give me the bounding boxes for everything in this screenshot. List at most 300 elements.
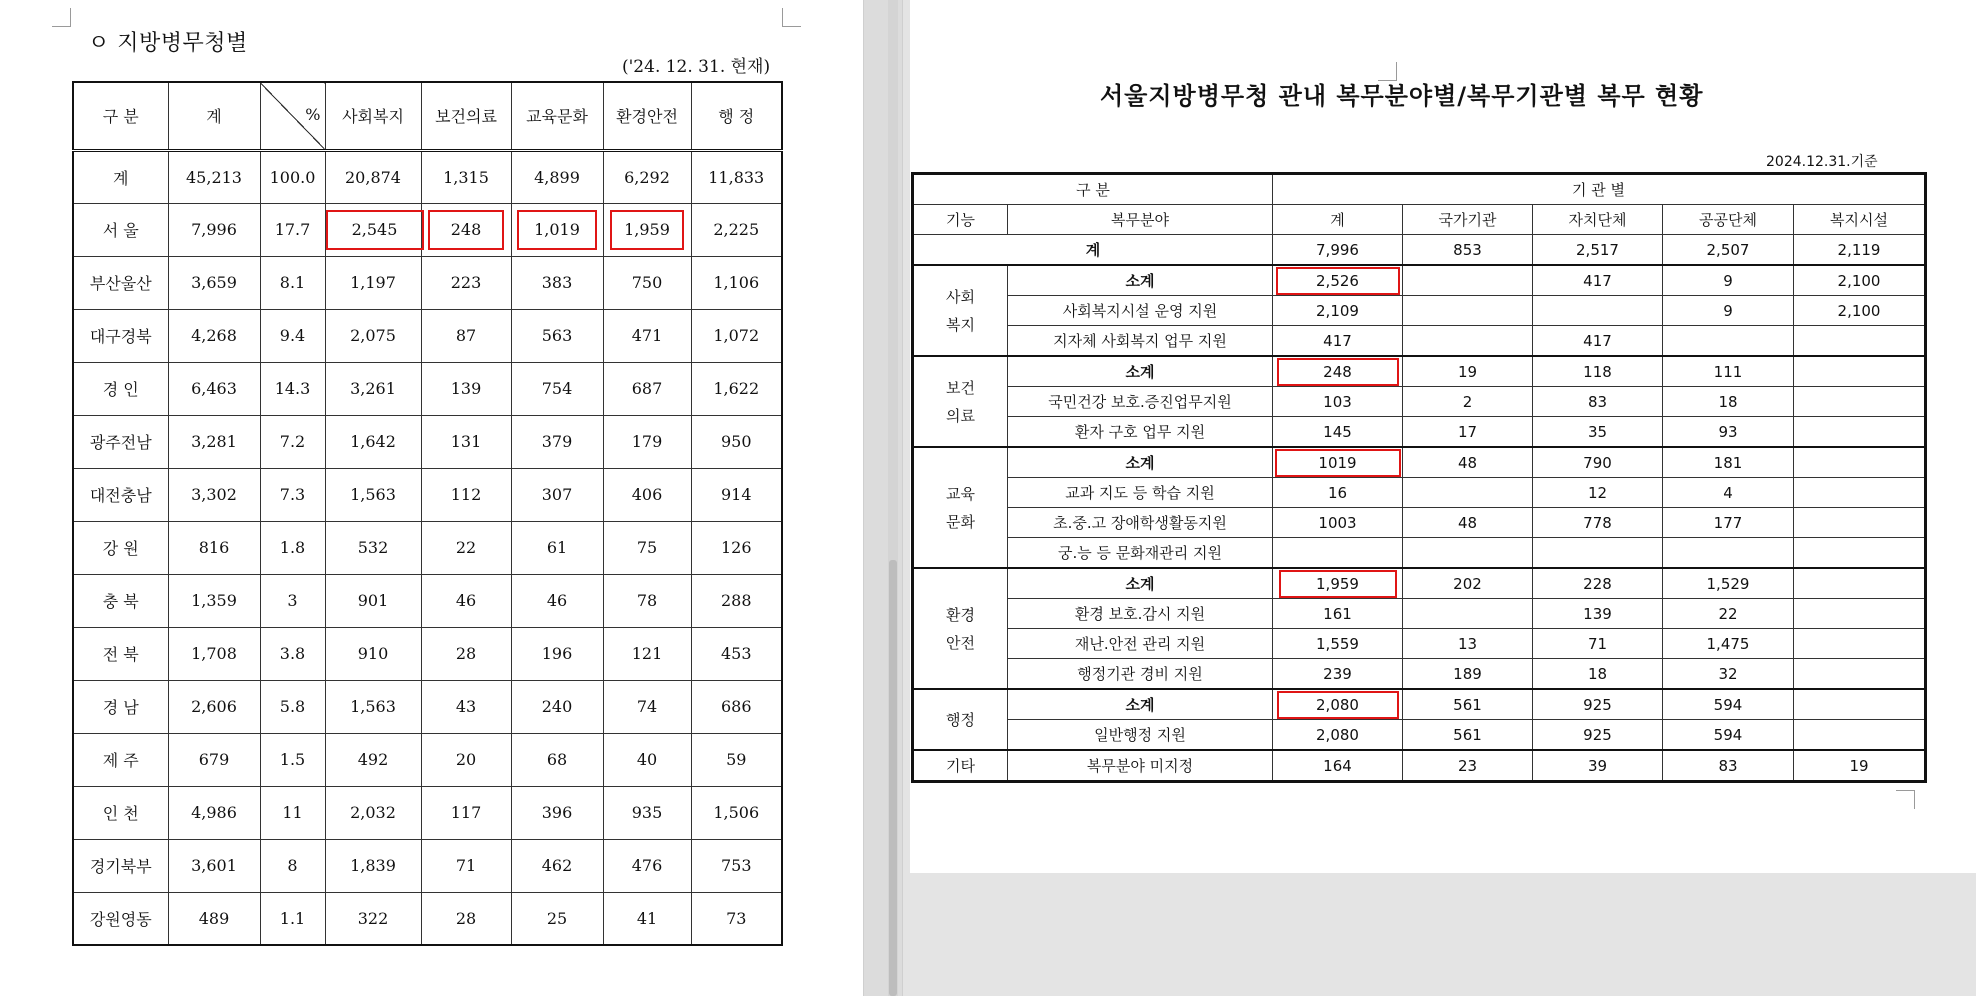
table-row (913, 568, 1926, 599)
highlight-box: 1019 (1275, 449, 1401, 477)
table-cell: 563 (511, 309, 603, 362)
table-cell: 1,563 (325, 680, 421, 733)
header-national: 국가기관 (1403, 205, 1533, 235)
table-cell: 2,606 (168, 680, 260, 733)
table-cell: 1003 (1273, 508, 1403, 538)
table-cell: 25 (511, 892, 603, 945)
table-cell (1403, 265, 1533, 296)
table-cell: 112 (421, 468, 511, 521)
table-cell: 2,080 (1273, 720, 1403, 751)
table-cell: 83 (1663, 750, 1794, 782)
table-cell: 322 (325, 892, 421, 945)
table-cell: 28 (421, 627, 511, 680)
table-cell (1794, 538, 1926, 569)
table-cell: 2,075 (325, 309, 421, 362)
table-cell: 87 (421, 309, 511, 362)
table-cell: 13 (1403, 629, 1533, 659)
table-cell: 17 (1403, 417, 1533, 448)
table-row (913, 478, 1926, 508)
table-cell: 7,996 (168, 203, 260, 256)
table-row (913, 447, 1926, 478)
table-cell: 594 (1663, 720, 1794, 751)
table-cell: 1,197 (325, 256, 421, 309)
table-cell: 462 (511, 839, 603, 892)
table-cell: 35 (1533, 417, 1663, 448)
table-cell (1403, 326, 1533, 357)
table-cell: 1,563 (325, 468, 421, 521)
table-cell: 43 (421, 680, 511, 733)
table-row (73, 415, 782, 468)
table-cell (325, 203, 421, 256)
group-label: 환경 안전 (913, 568, 1008, 689)
table-cell (1273, 689, 1403, 720)
table-cell: 3.8 (260, 627, 325, 680)
table-cell: 4,268 (168, 309, 260, 362)
header-health: 보건의료 (421, 82, 511, 150)
table-cell: 925 (1533, 689, 1663, 720)
table-cell: 강원영동 (73, 892, 168, 945)
table-cell: 광주전남 (73, 415, 168, 468)
table-cell: 74 (603, 680, 691, 733)
table-cell: 753 (691, 839, 782, 892)
table-cell: 1,839 (325, 839, 421, 892)
header-division: 구 분 (73, 82, 168, 150)
header-social: 사회복지 (325, 82, 421, 150)
group-label: 보건 의료 (913, 356, 1008, 447)
table-cell: 16 (1273, 478, 1403, 508)
table-cell: 45,213 (168, 150, 260, 203)
table-cell: 61 (511, 521, 603, 574)
table-cell: 소계 (1008, 356, 1273, 387)
group-label: 사회 복지 (913, 265, 1008, 356)
table-cell (1794, 568, 1926, 599)
table-cell: 1,072 (691, 309, 782, 362)
table-cell: 59 (691, 733, 782, 786)
table-cell: 73 (691, 892, 782, 945)
right-date-note: 2024.12.31.기준 (1766, 154, 1878, 170)
table-cell: 1.5 (260, 733, 325, 786)
table-cell: 초.중.고 장애학생활동지원 (1008, 508, 1273, 538)
table-cell: 1,359 (168, 574, 260, 627)
table-cell: 계 (73, 150, 168, 203)
table-cell: 9 (1663, 265, 1794, 296)
table-cell: 40 (603, 733, 691, 786)
table-cell (1794, 508, 1926, 538)
table-cell (1663, 326, 1794, 357)
table-cell: 687 (603, 362, 691, 415)
regional-office-table (72, 81, 783, 946)
table-cell: 3,281 (168, 415, 260, 468)
table-cell: 406 (603, 468, 691, 521)
table-cell: 제 주 (73, 733, 168, 786)
table-row (73, 892, 782, 945)
header-admin: 행 정 (691, 82, 782, 150)
grand-total-row (913, 235, 1926, 266)
table-cell: 46 (511, 574, 603, 627)
group-label: 교육 문화 (913, 447, 1008, 568)
table-cell: 경기북부 (73, 839, 168, 892)
table-cell: 19 (1794, 750, 1926, 782)
table-cell: 925 (1533, 720, 1663, 751)
table-cell: 117 (421, 786, 511, 839)
header-field: 복무분야 (1008, 205, 1273, 235)
header-welfare: 복지시설 (1794, 205, 1926, 235)
table-cell: 지자체 사회복지 업무 지원 (1008, 326, 1273, 357)
table-cell: 23 (1403, 750, 1533, 782)
highlight-box: 2,545 (326, 210, 424, 250)
table-cell: 417 (1533, 265, 1663, 296)
header-local: 자치단체 (1533, 205, 1663, 235)
highlight-box: 2,526 (1276, 267, 1400, 295)
highlight-box: 2,080 (1277, 691, 1399, 719)
table-cell: 6,292 (603, 150, 691, 203)
table-cell: 1,315 (421, 150, 511, 203)
table-cell (1533, 296, 1663, 326)
table-row (73, 680, 782, 733)
table-row (913, 689, 1926, 720)
table-cell: 2 (1403, 387, 1533, 417)
table-cell: 1,642 (325, 415, 421, 468)
table-cell: 489 (168, 892, 260, 945)
table-cell: 935 (603, 786, 691, 839)
table-cell: 679 (168, 733, 260, 786)
table-cell: 1,708 (168, 627, 260, 680)
table-cell: 전 북 (73, 627, 168, 680)
table-cell: 754 (511, 362, 603, 415)
table-cell: 778 (1533, 508, 1663, 538)
table-cell: 1.1 (260, 892, 325, 945)
group-label: 기타 (913, 750, 1008, 782)
header-education: 교육문화 (511, 82, 603, 150)
table-cell (1273, 447, 1403, 478)
header-total: 계 (1273, 205, 1403, 235)
table-cell: 71 (421, 839, 511, 892)
table-cell: 소계 (1008, 689, 1273, 720)
table-cell (1273, 568, 1403, 599)
table-cell: 2,109 (1273, 296, 1403, 326)
table-header-row (73, 82, 782, 150)
table-cell: 83 (1533, 387, 1663, 417)
table-cell: 11 (260, 786, 325, 839)
table-cell (1403, 296, 1533, 326)
table-cell: 68 (511, 733, 603, 786)
header-environment: 환경안전 (603, 82, 691, 150)
table-row (913, 629, 1926, 659)
table-cell: 3,659 (168, 256, 260, 309)
table-cell: 18 (1533, 659, 1663, 690)
table-header-row (913, 205, 1926, 235)
table-cell: 750 (603, 256, 691, 309)
right-title: 서울지방병무청 관내 복무분야별/복무기관별 복무 현황 (1100, 82, 1704, 110)
table-cell: 20 (421, 733, 511, 786)
table-cell: 853 (1403, 235, 1533, 266)
table-cell: 594 (1663, 689, 1794, 720)
table-cell: 8.1 (260, 256, 325, 309)
table-cell: 4,899 (511, 150, 603, 203)
table-cell (603, 203, 691, 256)
table-cell: 561 (1403, 720, 1533, 751)
table-cell: 121 (603, 627, 691, 680)
table-cell: 17.7 (260, 203, 325, 256)
table-row (913, 265, 1926, 296)
table-row (73, 733, 782, 786)
table-cell: 재난.안전 관리 지원 (1008, 629, 1273, 659)
table-cell: 교과 지도 등 학습 지원 (1008, 478, 1273, 508)
header-division: 구 분 (913, 174, 1273, 205)
table-cell: 행정기관 경비 지원 (1008, 659, 1273, 690)
table-cell: 164 (1273, 750, 1403, 782)
table-cell: 소계 (1008, 447, 1273, 478)
table-cell: 240 (511, 680, 603, 733)
table-cell: 복무분야 미지정 (1008, 750, 1273, 782)
table-cell: 32 (1663, 659, 1794, 690)
table-cell: 161 (1273, 599, 1403, 629)
table-cell: 1,475 (1663, 629, 1794, 659)
table-cell: 476 (603, 839, 691, 892)
header-function: 기능 (913, 205, 1008, 235)
table-cell: 3,601 (168, 839, 260, 892)
table-cell: 41 (603, 892, 691, 945)
table-cell: 46 (421, 574, 511, 627)
table-cell: 궁.능 등 문화재관리 지원 (1008, 538, 1273, 569)
scrollbar-thumb[interactable] (889, 560, 897, 996)
table-cell: 1.8 (260, 521, 325, 574)
table-row (73, 309, 782, 362)
crop-mark (1896, 790, 1915, 809)
table-cell: 2,119 (1794, 235, 1926, 266)
header-by-agency: 기 관 별 (1273, 174, 1926, 205)
table-cell (1794, 659, 1926, 690)
header-public: 공공단체 (1663, 205, 1794, 235)
table-row (913, 356, 1926, 387)
table-cell: 93 (1663, 417, 1794, 448)
table-cell: 3,261 (325, 362, 421, 415)
table-cell (1273, 265, 1403, 296)
table-cell (1794, 478, 1926, 508)
table-cell: 202 (1403, 568, 1533, 599)
table-cell: 223 (421, 256, 511, 309)
table-cell: 부산울산 (73, 256, 168, 309)
table-cell: 131 (421, 415, 511, 468)
table-cell: 대전충남 (73, 468, 168, 521)
table-cell: 1,559 (1273, 629, 1403, 659)
table-cell: 1,529 (1663, 568, 1794, 599)
table-cell (1273, 356, 1403, 387)
table-row (73, 627, 782, 680)
table-cell: 2,100 (1794, 296, 1926, 326)
table-row (913, 326, 1926, 357)
table-cell: 686 (691, 680, 782, 733)
table-cell: 14.3 (260, 362, 325, 415)
table-cell: 950 (691, 415, 782, 468)
table-cell: 790 (1533, 447, 1663, 478)
table-cell: 2,507 (1663, 235, 1794, 266)
table-cell: 서 울 (73, 203, 168, 256)
header-percent: % (260, 82, 325, 150)
table-cell: 239 (1273, 659, 1403, 690)
table-cell: 1,106 (691, 256, 782, 309)
table-cell: 22 (1663, 599, 1794, 629)
table-row (73, 521, 782, 574)
table-cell: 417 (1533, 326, 1663, 357)
table-cell: 2,100 (1794, 265, 1926, 296)
table-cell: 환자 구호 업무 지원 (1008, 417, 1273, 448)
table-cell (1403, 599, 1533, 629)
table-cell (1403, 478, 1533, 508)
seoul-service-table (911, 172, 1927, 783)
table-cell: 7.3 (260, 468, 325, 521)
table-cell: 4 (1663, 478, 1794, 508)
table-cell: 경 인 (73, 362, 168, 415)
table-cell: 19 (1403, 356, 1533, 387)
table-cell: 532 (325, 521, 421, 574)
table-cell: 강 원 (73, 521, 168, 574)
table-cell (1794, 326, 1926, 357)
table-cell (1273, 538, 1403, 569)
table-cell: 경 남 (73, 680, 168, 733)
table-cell: 145 (1273, 417, 1403, 448)
highlight-box: 1,959 (1279, 570, 1397, 598)
table-cell (1794, 356, 1926, 387)
table-cell: 환경 보호.감시 지원 (1008, 599, 1273, 629)
table-cell: 379 (511, 415, 603, 468)
table-row (913, 387, 1926, 417)
table-cell: 139 (1533, 599, 1663, 629)
table-cell: 2,517 (1533, 235, 1663, 266)
table-cell: 103 (1273, 387, 1403, 417)
table-cell: 일반행정 지원 (1008, 720, 1273, 751)
table-cell: 48 (1403, 508, 1533, 538)
table-row (73, 150, 782, 203)
table-cell: 126 (691, 521, 782, 574)
table-cell: 816 (168, 521, 260, 574)
table-cell: 11,833 (691, 150, 782, 203)
table-cell (1403, 538, 1533, 569)
table-cell: 18 (1663, 387, 1794, 417)
table-cell: 189 (1403, 659, 1533, 690)
table-row (913, 750, 1926, 782)
table-cell: 9 (1663, 296, 1794, 326)
table-cell (511, 203, 603, 256)
table-cell: 2,225 (691, 203, 782, 256)
table-cell: 8 (260, 839, 325, 892)
table-cell: 78 (603, 574, 691, 627)
table-cell: 소계 (1008, 265, 1273, 296)
table-cell: 인 천 (73, 786, 168, 839)
table-cell: 910 (325, 627, 421, 680)
table-cell: 3,302 (168, 468, 260, 521)
table-cell (1794, 387, 1926, 417)
table-cell: 48 (1403, 447, 1533, 478)
table-row (913, 417, 1926, 448)
table-header-row (913, 174, 1926, 205)
table-cell: 2,032 (325, 786, 421, 839)
table-row (73, 256, 782, 309)
table-row (913, 659, 1926, 690)
table-cell (1794, 629, 1926, 659)
table-cell: 71 (1533, 629, 1663, 659)
group-label: 행정 (913, 689, 1008, 750)
table-cell: 20,874 (325, 150, 421, 203)
table-cell: 179 (603, 415, 691, 468)
left-heading: ㅇ 지방병무청별 (88, 31, 248, 56)
table-cell: 국민건강 보호.증진업무지원 (1008, 387, 1273, 417)
table-cell: 139 (421, 362, 511, 415)
table-cell: 383 (511, 256, 603, 309)
table-cell: 307 (511, 468, 603, 521)
table-row (73, 786, 782, 839)
table-cell (1663, 538, 1794, 569)
table-cell: 181 (1663, 447, 1794, 478)
table-cell: 417 (1273, 326, 1403, 357)
table-cell: 5.8 (260, 680, 325, 733)
crop-mark (52, 8, 71, 27)
table-cell: 7.2 (260, 415, 325, 468)
table-row (913, 538, 1926, 569)
table-cell (1794, 447, 1926, 478)
table-cell: 118 (1533, 356, 1663, 387)
table-cell: 100.0 (260, 150, 325, 203)
table-cell: 561 (1403, 689, 1533, 720)
table-cell: 계 (913, 235, 1273, 266)
table-cell: 대구경북 (73, 309, 168, 362)
table-cell (1533, 538, 1663, 569)
header-total: 계 (168, 82, 260, 150)
highlight-box: 248 (428, 210, 504, 250)
table-cell: 111 (1663, 356, 1794, 387)
table-cell: 288 (691, 574, 782, 627)
table-cell: 소계 (1008, 568, 1273, 599)
table-cell: 228 (1533, 568, 1663, 599)
table-cell: 1,506 (691, 786, 782, 839)
table-cell: 471 (603, 309, 691, 362)
highlight-box: 1,019 (517, 210, 597, 250)
table-row (913, 599, 1926, 629)
table-cell: 914 (691, 468, 782, 521)
table-cell: 492 (325, 733, 421, 786)
table-cell: 9.4 (260, 309, 325, 362)
table-cell: 3 (260, 574, 325, 627)
table-cell (1794, 720, 1926, 751)
table-cell: 39 (1533, 750, 1663, 782)
table-row (913, 720, 1926, 751)
table-cell (421, 203, 511, 256)
table-cell: 453 (691, 627, 782, 680)
table-cell: 177 (1663, 508, 1794, 538)
table-cell: 6,463 (168, 362, 260, 415)
table-cell (1794, 599, 1926, 629)
table-row (73, 839, 782, 892)
table-cell: 4,986 (168, 786, 260, 839)
table-cell (1794, 417, 1926, 448)
table-cell: 12 (1533, 478, 1663, 508)
table-cell: 28 (421, 892, 511, 945)
table-row (73, 362, 782, 415)
table-cell: 901 (325, 574, 421, 627)
table-row (73, 574, 782, 627)
table-row (73, 468, 782, 521)
table-row (913, 296, 1926, 326)
table-cell: 396 (511, 786, 603, 839)
table-cell: 사회복지시설 운영 지원 (1008, 296, 1273, 326)
table-cell: 22 (421, 521, 511, 574)
highlight-box: 248 (1277, 358, 1399, 386)
table-cell: 196 (511, 627, 603, 680)
table-cell: 충 북 (73, 574, 168, 627)
crop-mark (782, 8, 801, 27)
table-row (73, 203, 782, 256)
table-cell: 75 (603, 521, 691, 574)
